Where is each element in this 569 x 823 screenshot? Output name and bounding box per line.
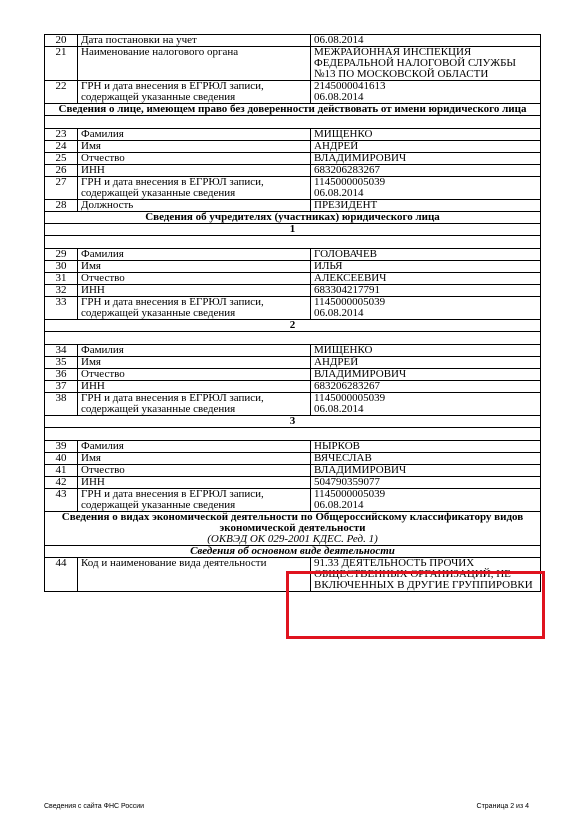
row-label: Дата постановки на учет <box>78 35 311 47</box>
empty-row <box>45 428 541 441</box>
row-label: ГРН и дата внесения в ЕГРЮЛ записи, содержащей указанные сведения <box>78 489 311 512</box>
row-value: ВЛАДИМИРОВИЧ <box>311 369 541 381</box>
row-number: 36 <box>45 369 78 381</box>
table-row <box>45 381 541 393</box>
table-row <box>45 285 541 297</box>
row-label: Имя <box>78 357 311 369</box>
row-label: Фамилия <box>78 345 311 357</box>
row-value: 1145000005039 06.08.2014 <box>311 393 541 416</box>
row-number: 31 <box>45 273 78 285</box>
row-value: АЛЕКСЕЕВИЧ <box>311 273 541 285</box>
empty-row <box>45 236 541 249</box>
row-label: ИНН <box>78 477 311 489</box>
row-value: ГОЛОВАЧЕВ <box>311 249 541 261</box>
empty-row <box>45 332 541 345</box>
row-value: ВЯЧЕСЛАВ <box>311 453 541 465</box>
row-value: 06.08.2014 <box>311 35 541 47</box>
row-number: 32 <box>45 285 78 297</box>
table-row <box>45 81 541 104</box>
row-value: 504790359077 <box>311 477 541 489</box>
okved-title: Сведения о видах экономической деятельности по Общероссийскому классификатору видов экономической деятельности <box>61 511 524 534</box>
row-number: 30 <box>45 261 78 273</box>
okved-main-title <box>45 546 541 558</box>
table-row <box>45 200 541 212</box>
section-title-text: Сведения об основном виде деятельности <box>45 546 541 558</box>
row-number: 41 <box>45 465 78 477</box>
row-value: 91.33 ДЕЯТЕЛЬНОСТЬ ПРОЧИХ ОБЩЕСТВЕННЫХ ОРГАНИЗАЦИЙ, НЕ ВКЛЮЧЕННЫХ В ДРУГИЕ ГРУППИРОВКИ <box>311 558 541 592</box>
row-label: Наименование налогового органа <box>78 47 311 81</box>
row-label: ГРН и дата внесения в ЕГРЮЛ записи, содержащей указанные сведения <box>78 81 311 104</box>
row-label: Фамилия <box>78 441 311 453</box>
row-value: ПРЕЗИДЕНТ <box>311 200 541 212</box>
row-number: 29 <box>45 249 78 261</box>
row-number: 33 <box>45 297 78 320</box>
table-row <box>45 153 541 165</box>
row-value: МИЩЕНКО <box>311 345 541 357</box>
footer-page: Страница 2 из 4 <box>476 803 529 810</box>
table-row <box>45 477 541 489</box>
row-number: 26 <box>45 165 78 177</box>
table-row <box>45 141 541 153</box>
row-value: ИЛЬЯ <box>311 261 541 273</box>
row-label: ГРН и дата внесения в ЕГРЮЛ записи, содержащей указанные сведения <box>78 177 311 200</box>
row-value: МЕЖРАЙОННАЯ ИНСПЕКЦИЯ ФЕДЕРАЛЬНОЙ НАЛОГОВОЙ СЛУЖБЫ №13 ПО МОСКОВСКОЙ ОБЛАСТИ <box>311 47 541 81</box>
row-number: 25 <box>45 153 78 165</box>
row-value: 1145000005039 06.08.2014 <box>311 177 541 200</box>
row-number: 28 <box>45 200 78 212</box>
row-label: Код и наименование вида деятельности <box>78 558 311 592</box>
row-label: ГРН и дата внесения в ЕГРЮЛ записи, содержащей указанные сведения <box>78 393 311 416</box>
empty-cell <box>45 116 541 129</box>
section-title-text: Сведения о лице, имеющем право без доверенности действовать от имени юридического лица <box>45 104 541 116</box>
row-label: ИНН <box>78 285 311 297</box>
table-row <box>45 47 541 81</box>
row-label: Отчество <box>78 153 311 165</box>
row-number: 39 <box>45 441 78 453</box>
row-value: 2145000041613 06.08.2014 <box>311 81 541 104</box>
table-row <box>45 261 541 273</box>
row-label: Фамилия <box>78 129 311 141</box>
table-row <box>45 453 541 465</box>
row-value: ВЛАДИМИРОВИЧ <box>311 465 541 477</box>
row-label: Имя <box>78 453 311 465</box>
row-value: 1145000005039 06.08.2014 <box>311 489 541 512</box>
table-row <box>45 393 541 416</box>
row-label: ИНН <box>78 165 311 177</box>
row-value: НЫРКОВ <box>311 441 541 453</box>
empty-row <box>45 116 541 129</box>
table-row <box>45 249 541 261</box>
founder-number <box>45 224 541 236</box>
row-label: ИНН <box>78 381 311 393</box>
row-value: 1145000005039 06.08.2014 <box>311 297 541 320</box>
row-value: 683206283267 <box>311 381 541 393</box>
row-number: 24 <box>45 141 78 153</box>
table-row <box>45 369 541 381</box>
row-label: Должность <box>78 200 311 212</box>
table-row <box>45 129 541 141</box>
row-number: 40 <box>45 453 78 465</box>
row-number: 38 <box>45 393 78 416</box>
okved-title-cell <box>45 512 541 546</box>
founders-section-title <box>45 212 541 224</box>
empty-cell <box>45 332 541 345</box>
row-label: Имя <box>78 141 311 153</box>
table-row <box>45 489 541 512</box>
table-row <box>45 465 541 477</box>
egrul-table <box>44 34 541 592</box>
row-number: 27 <box>45 177 78 200</box>
row-value: АНДРЕЙ <box>311 141 541 153</box>
okved-section-title <box>45 512 541 546</box>
okved-subtitle: (ОКВЭД ОК 029-2001 КДЕС. Ред. 1) <box>207 533 378 545</box>
row-label: Имя <box>78 261 311 273</box>
row-label: ГРН и дата внесения в ЕГРЮЛ записи, содержащей указанные сведения <box>78 297 311 320</box>
row-value: 683304217791 <box>311 285 541 297</box>
row-value: 683206283267 <box>311 165 541 177</box>
highlight-box <box>286 571 545 639</box>
head-section-title <box>45 104 541 116</box>
founder-number <box>45 416 541 428</box>
row-value: АНДРЕЙ <box>311 357 541 369</box>
row-number: 43 <box>45 489 78 512</box>
row-number: 35 <box>45 357 78 369</box>
row-number: 42 <box>45 477 78 489</box>
row-number: 37 <box>45 381 78 393</box>
section-title-text: 1 <box>45 224 541 236</box>
row-value: ВЛАДИМИРОВИЧ <box>311 153 541 165</box>
table-row <box>45 165 541 177</box>
section-title-text: 2 <box>45 320 541 332</box>
row-number: 22 <box>45 81 78 104</box>
row-number: 23 <box>45 129 78 141</box>
table-row <box>45 345 541 357</box>
row-label: Фамилия <box>78 249 311 261</box>
row-label: Отчество <box>78 273 311 285</box>
row-number: 34 <box>45 345 78 357</box>
row-number: 21 <box>45 47 78 81</box>
table-row <box>45 441 541 453</box>
row-number: 44 <box>45 558 78 592</box>
table-row <box>45 273 541 285</box>
table-row <box>45 35 541 47</box>
row-label: Отчество <box>78 369 311 381</box>
row-number: 20 <box>45 35 78 47</box>
empty-cell <box>45 236 541 249</box>
table-row <box>45 357 541 369</box>
footer-source: Сведения с сайта ФНС России <box>44 803 145 810</box>
section-title-text: 3 <box>45 416 541 428</box>
table-row <box>45 177 541 200</box>
section-title-text: Сведения об учредителях (участниках) юридического лица <box>45 212 541 224</box>
row-label: Отчество <box>78 465 311 477</box>
table-row <box>45 297 541 320</box>
empty-cell <box>45 428 541 441</box>
row-value: МИЩЕНКО <box>311 129 541 141</box>
founder-number <box>45 320 541 332</box>
